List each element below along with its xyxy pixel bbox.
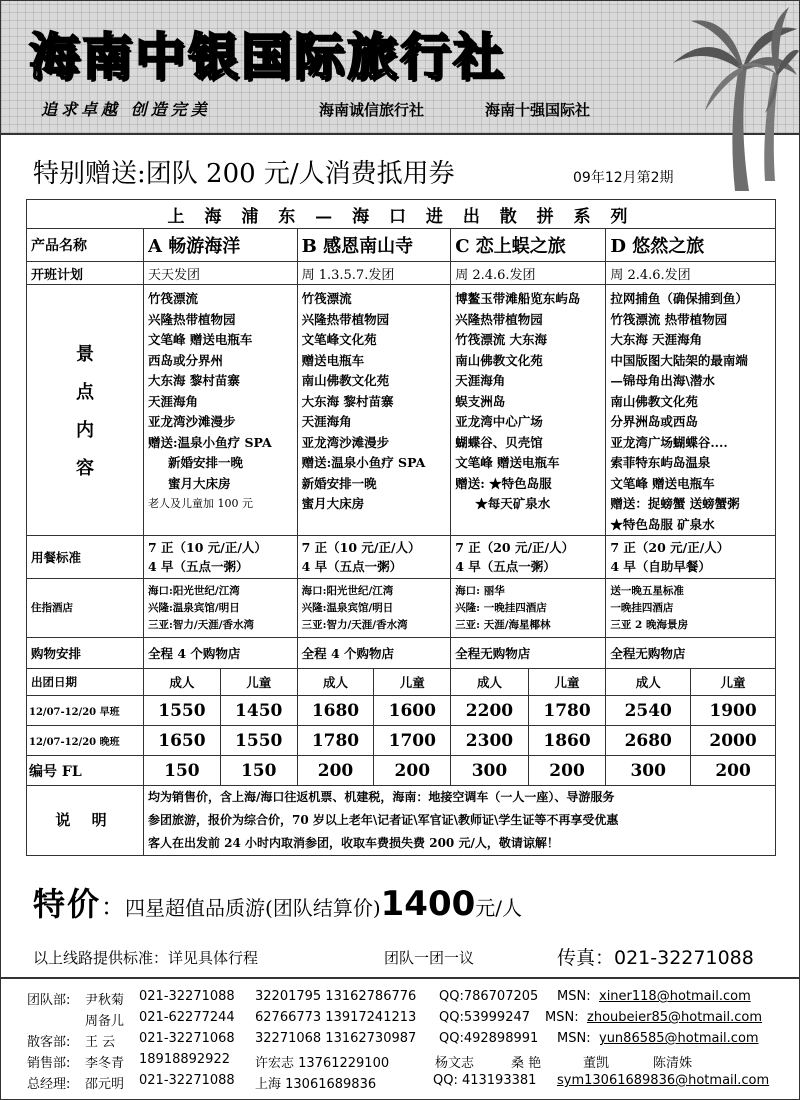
price-cell: 1450 bbox=[220, 696, 297, 726]
special-text: 四星超值品质游(团队结算价) bbox=[125, 896, 381, 920]
date-label: 出团日期 bbox=[27, 669, 144, 696]
contact-qq: QQ: 413193381 bbox=[433, 1073, 537, 1088]
meals-label: 用餐标准 bbox=[27, 536, 144, 579]
sight-item: 天涯海角 bbox=[455, 373, 506, 388]
product-d-name: D 悠然之旅 bbox=[606, 229, 776, 262]
sight-item: 西岛或分界州 bbox=[148, 352, 224, 368]
price-cell: 1860 bbox=[528, 726, 606, 756]
sight-item: —锦母角出海\潜水 bbox=[610, 373, 715, 388]
contact-qq: QQ:53999247 bbox=[439, 1010, 531, 1025]
sight-item: 南山佛教文化苑 bbox=[610, 393, 698, 409]
sight-item: 亚龙湾中心广场 bbox=[455, 414, 543, 429]
msn-email-link[interactable]: yun86585@hotmail.com bbox=[599, 1031, 759, 1046]
shopping-row bbox=[27, 638, 776, 669]
meal-line: 7 正（20 元/正/人） bbox=[610, 540, 730, 555]
contact-tel: 18918892922 bbox=[139, 1052, 230, 1067]
date-early: 12/07-12/20 早班 bbox=[27, 696, 144, 726]
contact-name: 邵元明 bbox=[85, 1077, 125, 1092]
special-price: 1400 bbox=[380, 884, 476, 924]
price-row-late bbox=[27, 726, 776, 756]
sight-item: 竹筏漂流 bbox=[301, 291, 352, 306]
sight-item: ★每天矿泉水 bbox=[475, 496, 551, 511]
special-unit: 元/人 bbox=[475, 896, 523, 920]
sight-item: 蜈支洲岛 bbox=[455, 393, 506, 409]
sight-item: 新婚安排一晚 bbox=[301, 475, 377, 491]
sight-item: 亚龙湾沙滩漫步 bbox=[301, 434, 390, 450]
adult-header: 成人 bbox=[297, 669, 374, 696]
child-header: 儿童 bbox=[374, 669, 451, 696]
sight-item: 索菲特东屿岛温泉 bbox=[610, 455, 711, 470]
special-colon: ： bbox=[101, 893, 126, 921]
price-cell: 1900 bbox=[691, 696, 776, 726]
sight-item: 竹筏漂流 热带植物园 bbox=[610, 311, 728, 327]
dept-label: 团队部: bbox=[27, 993, 71, 1008]
contact-tel: 021-32271088 bbox=[139, 989, 235, 1004]
team-note: 团队一团一议 bbox=[384, 949, 475, 967]
sights-b bbox=[297, 285, 451, 536]
price-cell: 2300 bbox=[451, 726, 529, 756]
sight-item: 文笔峰 赠送电瓶车 bbox=[455, 455, 560, 470]
meal-line: 7 正（20 元/正/人） bbox=[455, 540, 575, 555]
adult-header: 成人 bbox=[606, 669, 691, 696]
sight-item: 拉网捕鱼（确保捕到鱼） bbox=[610, 291, 748, 306]
meal-line: 4 早（五点一粥） bbox=[455, 559, 556, 574]
price-cell: 2000 bbox=[691, 726, 776, 756]
itinerary-table bbox=[26, 199, 776, 856]
price-cell: 1780 bbox=[297, 726, 374, 756]
sight-item: 赠送:温泉小鱼疗 SPA bbox=[301, 455, 426, 470]
date-late: 12/07-12/20 晚班 bbox=[27, 726, 144, 756]
contact-tel: 021-32271068 bbox=[139, 1031, 235, 1046]
contact-tel: 021-62277244 bbox=[139, 1010, 235, 1025]
hotels-c bbox=[451, 579, 606, 638]
msn-email-link[interactable]: xiner118@hotmail.com bbox=[599, 989, 751, 1004]
sight-item: 文笔峰 赠送电瓶车 bbox=[148, 332, 253, 347]
promo-headline: 特别赠送:团队 200 元/人消费抵用券 bbox=[33, 159, 455, 189]
hotel-line: 兴隆:温泉宾馆/明日 bbox=[301, 601, 394, 614]
hotel-line: 三亚:智力/天涯/香水湾 bbox=[148, 618, 255, 631]
msn-label: MSN: bbox=[557, 1031, 591, 1046]
schedule-c: 周 2.4.6.发团 bbox=[451, 262, 606, 285]
sights-label-char: 景 bbox=[76, 344, 94, 365]
msn-label: MSN: bbox=[557, 989, 591, 1004]
sights-a bbox=[144, 285, 298, 536]
schedule-row bbox=[27, 262, 776, 285]
fl-cell: 300 bbox=[451, 756, 529, 786]
contact-tel2: 32201795 13162786776 bbox=[255, 989, 417, 1004]
sight-item: 蜜月大床房 bbox=[301, 496, 365, 511]
contact-name: 尹秋菊 bbox=[85, 993, 125, 1008]
issue-number: 09年12月第2期 bbox=[573, 170, 674, 186]
hotel-line: 海口: 丽华 bbox=[455, 584, 505, 597]
dept-label: 总经理: bbox=[27, 1077, 71, 1092]
dept-label: 散客部: bbox=[27, 1035, 71, 1050]
shopping-label: 购物安排 bbox=[27, 638, 144, 669]
note-line: 均为销售价，含上海/海口往返机票、机建税，海南：地接空调车（一人一座）、导游服务 bbox=[148, 790, 615, 804]
child-header: 儿童 bbox=[691, 669, 776, 696]
sight-item: 竹筏漂流 大东海 bbox=[455, 332, 548, 347]
contact-person: 许宏志 13761229100 bbox=[255, 1056, 390, 1071]
hotel-line: 三亚: 天涯/海星椰林 bbox=[455, 618, 551, 631]
sight-item: 大东海 天涯海角 bbox=[610, 332, 703, 347]
contact-person: 杨文志 bbox=[435, 1056, 475, 1071]
sight-item: 大东海 黎村苗寨 bbox=[148, 373, 240, 388]
sights-label-char: 点 bbox=[76, 382, 94, 403]
meal-line: 4 早（自助早餐） bbox=[610, 559, 711, 574]
contact-qq: QQ:786707205 bbox=[439, 989, 539, 1004]
sight-item: 文笔峰 赠送电瓶车 bbox=[610, 475, 715, 491]
adult-header: 成人 bbox=[144, 669, 221, 696]
fl-cell: 200 bbox=[691, 756, 776, 786]
sight-item: 赠送：捉螃蟹 送螃蟹粥 bbox=[610, 496, 740, 511]
sight-item: 兴隆热带植物园 bbox=[148, 311, 236, 327]
notes-content bbox=[144, 786, 776, 856]
hotel-line: 兴隆:温泉宾馆/明日 bbox=[148, 601, 240, 614]
product-c-name: C 恋上蜈之旅 bbox=[451, 229, 606, 262]
sight-item: 赠送电瓶车 bbox=[301, 352, 365, 368]
sights-row bbox=[27, 285, 776, 536]
hotel-line: 送一晚五星标准 bbox=[610, 584, 684, 597]
price-cell: 2200 bbox=[451, 696, 529, 726]
price-cell: 1550 bbox=[144, 696, 221, 726]
sight-item: 竹筏漂流 bbox=[148, 291, 199, 306]
contact-footer bbox=[1, 977, 799, 1100]
fl-cell: 300 bbox=[606, 756, 691, 786]
notes-row bbox=[27, 786, 776, 856]
fl-cell: 150 bbox=[144, 756, 221, 786]
affiliate-2: 海南十强国际社 bbox=[485, 101, 591, 119]
sight-item: 南山佛教文化苑 bbox=[301, 373, 390, 388]
price-cell: 1600 bbox=[374, 696, 451, 726]
sight-item: 蝴蝶谷、贝壳馆 bbox=[455, 434, 543, 450]
contact-qq: QQ:492898991 bbox=[439, 1031, 539, 1046]
sight-item: 南山佛教文化苑 bbox=[455, 352, 543, 368]
schedule-d: 周 2.4.6.发团 bbox=[606, 262, 776, 285]
meal-line: 4 早（五点一粥） bbox=[148, 559, 249, 574]
price-cell: 1780 bbox=[528, 696, 606, 726]
product-label: 产品名称 bbox=[27, 229, 144, 262]
shopping-d: 全程无购物店 bbox=[606, 638, 776, 669]
hotel-line: 三亚 2 晚海景房 bbox=[610, 618, 688, 631]
meal-line: 7 正（10 元/正/人） bbox=[148, 540, 267, 555]
product-a-name: A 畅游海洋 bbox=[144, 229, 298, 262]
sights-c bbox=[451, 285, 606, 536]
sight-item: 天涯海角 bbox=[148, 393, 199, 409]
dept-label: 销售部: bbox=[27, 1056, 71, 1071]
contact-person: 桑 艳 bbox=[511, 1056, 542, 1071]
slogan: 追求卓越 创造完美 bbox=[41, 100, 211, 119]
contact-name: 李冬青 bbox=[85, 1056, 125, 1071]
contact-person: 董凯 bbox=[583, 1056, 610, 1071]
price-cell: 2540 bbox=[606, 696, 691, 726]
company-name: 海南中银国际旅行社 bbox=[29, 27, 506, 86]
sight-item: 中国版图大陆架的最南端 bbox=[610, 352, 748, 368]
hotels-label: 住指酒店 bbox=[27, 579, 144, 638]
sight-item: 亚龙湾广场蝴蝶谷.... bbox=[610, 434, 728, 450]
price-cell: 1650 bbox=[144, 726, 221, 756]
note-line: 参团旅游，报价为综合价，70 岁以上老年\记者证\军官证\教师证\学生证等不再享受优惠 bbox=[148, 813, 619, 827]
hotel-line: 一晚挂四酒店 bbox=[610, 601, 674, 614]
fl-row bbox=[27, 756, 776, 786]
sight-item: 博鳌玉带滩船览东屿岛 bbox=[455, 291, 581, 306]
standard-note: 以上线路提供标准：详见具体行程 bbox=[33, 949, 259, 967]
contact-tel: 021-32271088 bbox=[139, 1073, 235, 1088]
meal-line: 7 正（10 元/正/人） bbox=[301, 540, 421, 555]
schedule-a: 天天发团 bbox=[144, 262, 298, 285]
price-cell: 2680 bbox=[606, 726, 691, 756]
child-header: 儿童 bbox=[220, 669, 297, 696]
meals-b bbox=[297, 536, 451, 579]
price-cell: 1700 bbox=[374, 726, 451, 756]
meal-line: 4 早（五点一粥） bbox=[301, 559, 403, 574]
sights-label bbox=[27, 285, 144, 536]
sight-item: ★特色岛服 矿泉水 bbox=[610, 516, 715, 532]
child-header: 儿童 bbox=[528, 669, 606, 696]
sight-item: 蜜月大床房 bbox=[168, 475, 231, 491]
msn-label: MSN: bbox=[545, 1010, 579, 1025]
sight-note: 老人及儿童加 100 元 bbox=[148, 497, 253, 510]
shopping-c: 全程无购物店 bbox=[451, 638, 606, 669]
sights-label-char: 容 bbox=[76, 458, 94, 479]
contact-person: 陈清姝 bbox=[653, 1056, 693, 1071]
sight-item: 兴隆热带植物园 bbox=[455, 311, 543, 327]
contact-tel2: 32271068 13162730987 bbox=[255, 1031, 417, 1046]
sight-item: 文笔峰文化苑 bbox=[301, 332, 377, 347]
special-label: 特价 bbox=[33, 885, 102, 923]
schedule-b: 周 1.3.5.7.发团 bbox=[297, 262, 451, 285]
sights-d bbox=[606, 285, 776, 536]
fl-cell: 200 bbox=[528, 756, 606, 786]
adult-header: 成人 bbox=[451, 669, 529, 696]
shopping-b: 全程 4 个购物店 bbox=[297, 638, 451, 669]
hotel-line: 三亚:智力/天涯/香水湾 bbox=[301, 618, 408, 631]
fax-number: 传真：021-32271088 bbox=[557, 947, 754, 969]
sight-item: 天涯海角 bbox=[301, 414, 352, 429]
sight-item: 兴隆热带植物园 bbox=[301, 311, 390, 327]
sight-item: 大东海 黎村苗寨 bbox=[301, 393, 394, 409]
meals-a bbox=[144, 536, 298, 579]
contact-tel2: 上海 13061689836 bbox=[255, 1077, 377, 1092]
price-row-early bbox=[27, 696, 776, 726]
fl-label: 编号 FL bbox=[27, 756, 144, 786]
product-row bbox=[27, 229, 776, 262]
price-header-row bbox=[27, 669, 776, 696]
sight-item: 赠送: ★特色岛服 bbox=[455, 475, 552, 491]
palm-tree-icon bbox=[639, 1, 799, 191]
note-line: 客人在出发前 24 小时内取消参团，收取车费损失费 200 元/人，敬请谅解！ bbox=[148, 836, 559, 850]
hotels-row bbox=[27, 579, 776, 638]
hotels-d bbox=[606, 579, 776, 638]
sight-item: 赠送:温泉小鱼疗 SPA bbox=[148, 434, 272, 450]
product-b-name: B 感恩南山寺 bbox=[297, 229, 451, 262]
special-offer bbox=[33, 879, 522, 925]
schedule-label: 开班计划 bbox=[27, 262, 144, 285]
fl-cell: 150 bbox=[220, 756, 297, 786]
contact-tel2: 62766773 13917241213 bbox=[255, 1010, 417, 1025]
sight-item: 分界洲岛或西岛 bbox=[610, 414, 698, 429]
price-cell: 1550 bbox=[220, 726, 297, 756]
sight-item: 新婚安排一晚 bbox=[168, 455, 244, 470]
meals-d bbox=[606, 536, 776, 579]
meals-c bbox=[451, 536, 606, 579]
meals-row bbox=[27, 536, 776, 579]
contact-name: 周备儿 bbox=[85, 1014, 125, 1029]
msn-email-link[interactable]: sym13061689836@hotmail.com bbox=[557, 1073, 770, 1088]
sights-label-char: 内 bbox=[76, 420, 94, 441]
msn-email-link[interactable]: zhoubeier85@hotmail.com bbox=[587, 1010, 763, 1025]
hotel-line: 海口:阳光世纪/江湾 bbox=[148, 584, 240, 597]
series-title: 上 海 浦 东 — 海 口 进 出 散 拼 系 列 bbox=[27, 200, 776, 229]
fl-cell: 200 bbox=[374, 756, 451, 786]
price-cell: 1680 bbox=[297, 696, 374, 726]
hotel-line: 兴隆: 一晚挂四酒店 bbox=[455, 601, 547, 614]
contact-name: 王 云 bbox=[85, 1035, 116, 1050]
notes-label: 说 明 bbox=[27, 786, 144, 856]
hotels-b bbox=[297, 579, 451, 638]
sight-item: 亚龙湾沙滩漫步 bbox=[148, 414, 236, 429]
hotels-a bbox=[144, 579, 298, 638]
fl-cell: 200 bbox=[297, 756, 374, 786]
hotel-line: 海口:阳光世纪/江湾 bbox=[301, 584, 394, 597]
shopping-a: 全程 4 个购物店 bbox=[144, 638, 298, 669]
affiliate-1: 海南诚信旅行社 bbox=[319, 101, 425, 119]
